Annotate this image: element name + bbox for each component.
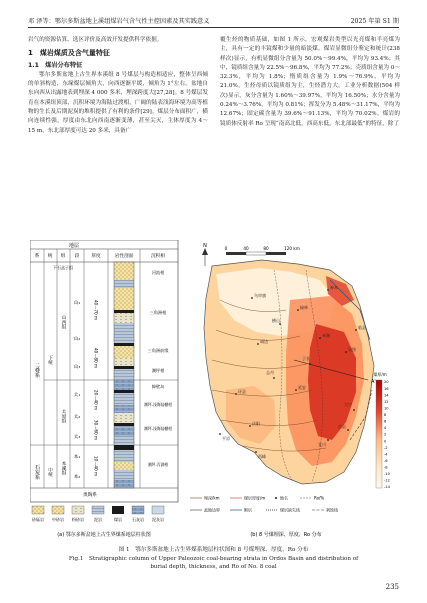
color-scale-tick: -10	[384, 472, 390, 477]
place-wushenqi: 乌审旗	[254, 293, 266, 298]
legend-place: 地名	[280, 495, 288, 501]
legend-ro: Ro/%	[314, 495, 325, 501]
place-jingbian: 靖边	[260, 339, 268, 344]
color-scale-tick: -12	[384, 478, 390, 483]
place-zhidan: 志丹	[266, 370, 274, 375]
facies-delta: 三角洲相	[149, 310, 167, 315]
north-arrow-icon	[202, 243, 208, 266]
color-scale-tick: 6	[384, 419, 387, 424]
color-scale-title: 煤厚/m	[373, 372, 387, 377]
legend-marl: 泥灰岩	[152, 517, 164, 522]
permian-label: 二叠系	[34, 362, 40, 378]
thickness-header: 厚度	[91, 254, 101, 259]
lower-series-label: 下统	[47, 355, 53, 365]
figure-caption-en-1: Fig.1 Stratigraphic column of Upper Paleozoic coal-bearing strata in Ordos Basin and distribution of	[68, 556, 359, 562]
legend-mudstone: 泥岩	[94, 517, 102, 522]
taiyuan-group-label: 太原组	[60, 408, 66, 424]
legend-coal: 煤岩	[114, 517, 122, 522]
legend-basin-boundary: 盆地边界	[204, 507, 220, 513]
carboniferous-label: 石炭系	[34, 464, 40, 480]
place-shenmu: 神木	[330, 285, 338, 290]
color-scale-tick: -6	[384, 458, 388, 463]
place-mizhi: 米脂	[322, 333, 330, 338]
left-column	[28, 36, 208, 136]
place-daning: 大宁	[344, 402, 352, 407]
thickness-benxi: 10～40 m	[93, 455, 99, 477]
place-zichang: 子长	[302, 356, 310, 361]
place-jixian: 吉县	[338, 424, 346, 429]
facies-delta-front: 三角洲前缘	[147, 348, 169, 353]
color-scale-tick: 20	[384, 380, 389, 385]
color-scale-tick: -8	[384, 465, 388, 470]
facies-tidal-shelf-2: 潮坪-浅海陆棚相	[144, 426, 172, 431]
legend-medium-sandstone: 中砂岩	[52, 517, 64, 522]
figure-caption-cn: 图 1 鄂尔多斯盆地上古生界煤系地层柱状图和 8 号煤埋深、厚度、Ro 分布	[118, 547, 309, 553]
stratigraphic-column	[30, 240, 178, 538]
place-wubao: 吴堡	[348, 347, 356, 352]
place-hengshan: 横山	[272, 318, 280, 323]
thickness-color-scale	[373, 371, 390, 489]
series-header: 统	[47, 254, 53, 259]
scale-40: 40	[243, 246, 249, 251]
member-shan3: 山₃	[73, 365, 81, 370]
place-pingliang: 平凉	[222, 436, 230, 441]
member-ben2: 本₂	[73, 475, 81, 480]
color-scale-tick: 0	[384, 439, 387, 444]
north-label: N	[203, 243, 207, 249]
scale-120: 120 km	[284, 246, 300, 251]
thickness-shan1: 40～70 m	[93, 299, 99, 321]
member-tai3: 太₃	[73, 435, 81, 440]
intro-tail: 岩气的资源估算、选区评价及高效开发提供科学依据。	[28, 37, 163, 43]
legend-thickness: 煤层厚度/m	[244, 495, 266, 501]
facies-tidal-lagoon: 潮坪-泻湖相	[147, 462, 169, 467]
color-scale-tick: 10	[384, 406, 389, 411]
lithology-legend	[32, 506, 164, 522]
color-scale-tick: 12	[384, 399, 389, 404]
system-header: 系	[34, 254, 40, 259]
color-scale-tick: 16	[384, 386, 389, 391]
member-ben1: 本₁	[73, 455, 81, 460]
place-yichuan: 宜川	[318, 442, 326, 447]
legend-coal-missing: 煤层缺失线	[280, 507, 300, 513]
body-paragraph-right: 覆生烃的物质基础，如图 1 所示。宏观煤岩类型以光亮煤和半亮煤为主，具有一定的丰镜煤和少量的暗淡煤。煤岩显微组分鉴定和统计(238 样次)显示，有机显微组分含量为 50.0%～99.4%，平均为 93.4%；其中，镜质组含量为 22.5%～96.8%，平均为 77.2%；壳质组含量为 0～32.3%，平均为 1.8%；惰质组含量为 1.9%～76.9%，平均为 21.0%，生烃母质以镜质组为主，生烃潜力大。工业分析数据(504 样次)显示，灰分含量为 1.60%～39.97%，平均为 16.50%；水分含量为 0.24%～3.76%，平均为 0.81%；挥发分为 5.48%～31.17%，平均为 12.67%；固定碳含量为 39.6%～91.13%，平均为 70.02%。煤岩的镜质体反射率 Ro 呈现“南高北低，西高东低，东北部最低”的特征，除了	[220, 37, 400, 127]
subsection-title: 1.1 煤岩分布特征	[28, 61, 83, 69]
subcaption-b: (b) 8 号煤埋深、厚度、Ro 分布	[250, 532, 322, 538]
color-scale-tick: -2	[384, 445, 388, 450]
figure-1-graphic	[30, 240, 398, 540]
facies-tidal-shelf-1: 潮坪-浅海陆棚相	[144, 402, 172, 407]
legend-conglomerate: 砂砾岩	[32, 517, 44, 522]
member-tai2: 太₂	[73, 415, 81, 420]
figure-1	[30, 240, 398, 540]
color-scale-tick: 14	[384, 393, 389, 398]
middle-series-label: 中统	[47, 467, 53, 477]
place-yulin: 榆林	[300, 305, 308, 310]
running-header	[28, 14, 399, 26]
benxi-group-label: 本溪组	[60, 460, 66, 476]
running-header-authors: 邓 泽等：鄂尔多斯盆地上溪组煤岩气含气性主控因素及其实践意义	[28, 18, 210, 25]
scale-80: 80	[263, 246, 269, 251]
group-header: 组	[60, 254, 66, 259]
legend-siltstone: 粉砂岩	[72, 517, 84, 522]
lithology-header: 岩性剖面	[114, 254, 134, 259]
scale-0: 0	[224, 246, 228, 251]
cross-section-label: A'	[371, 379, 376, 385]
figure-caption-en-2: burial depth, thickness, and Ro of No. 8 coal	[150, 564, 277, 570]
color-scale-tick: 8	[384, 413, 387, 418]
ordovician-label: 奥陶系	[83, 493, 97, 498]
thickness-tai1: 20～40 m	[93, 389, 99, 411]
legend-erosion: 剥蚀线	[326, 507, 338, 513]
facies-fluvial: 河流相	[151, 270, 165, 275]
header-rule	[28, 27, 399, 28]
legend-fault: 断层	[244, 507, 252, 513]
coal-distribution-map	[190, 243, 391, 538]
shanxi-group-label: 山西组	[60, 314, 66, 330]
place-linxian: 临县	[358, 325, 366, 330]
color-scale-tick: -4	[384, 452, 388, 457]
color-scale-tick: 4	[384, 426, 387, 431]
thickness-tai2: 30～60 m	[93, 419, 99, 441]
place-xifeng: 西峰	[258, 454, 266, 459]
right-column	[220, 36, 400, 129]
facies-barrier: 障壁岛	[151, 384, 165, 389]
color-scale-tick: 2	[384, 432, 387, 437]
member-shan2: 山₂	[73, 337, 81, 342]
running-header-issue: 2025 年第 S1 期	[350, 18, 399, 25]
place-qingyang: 庆阳	[252, 421, 260, 426]
lithology-strip	[114, 262, 134, 488]
body-paragraph-left: 鄂尔多斯盆地上古生界本溪组 8 号煤层与构造相适应，整体呈西倾的单斜构造，东缘煤层倾角大，向西逐渐平缓，倾角为 1°左右。盆地自东向西从出露地表到埋深 4 000 多米，埋深跨度大[27,28]。8 号煤层发育在本溪组顶部，沉积环境为海陆过渡相，广阔的陆表浅海环境为高等植物的生长及后期泥炭的堆积提供了有利的条件[29]。煤层分布面积广，横向连续性强，厚度由东北向西南逐渐变薄，甚至尖灭，主体厚度为 4～15 m，东北部厚度可达 20 多米，具备广	[28, 71, 208, 134]
map-legend	[190, 495, 338, 513]
strata-header: 地层	[68, 243, 80, 249]
member-tai1: 太₁	[73, 393, 81, 398]
page-number: 235	[385, 583, 399, 591]
legend-limestone: 石灰岩	[132, 517, 144, 522]
subcaption-a: (a) 鄂尔多斯盆地上古生界煤系地层柱状图	[57, 532, 151, 538]
member-shan1: 山₁	[73, 301, 81, 306]
legend-depth: 埋深/km	[204, 495, 220, 501]
section-title: 1 煤岩煤质及含气量特征	[28, 49, 110, 58]
facies-header: 沉积相	[151, 254, 165, 259]
place-huanxian: 环县	[238, 389, 246, 394]
place-yanan: 延安	[298, 385, 306, 390]
color-scale-tick: -14	[384, 485, 390, 490]
top-formation-label: 下石盒子组	[53, 265, 73, 270]
thickness-shan2: 40～80 m	[93, 347, 99, 369]
scale-bar	[225, 246, 300, 255]
facies-tidal-flat: 潮坪相	[151, 368, 165, 373]
formation-header: 段	[74, 254, 80, 259]
